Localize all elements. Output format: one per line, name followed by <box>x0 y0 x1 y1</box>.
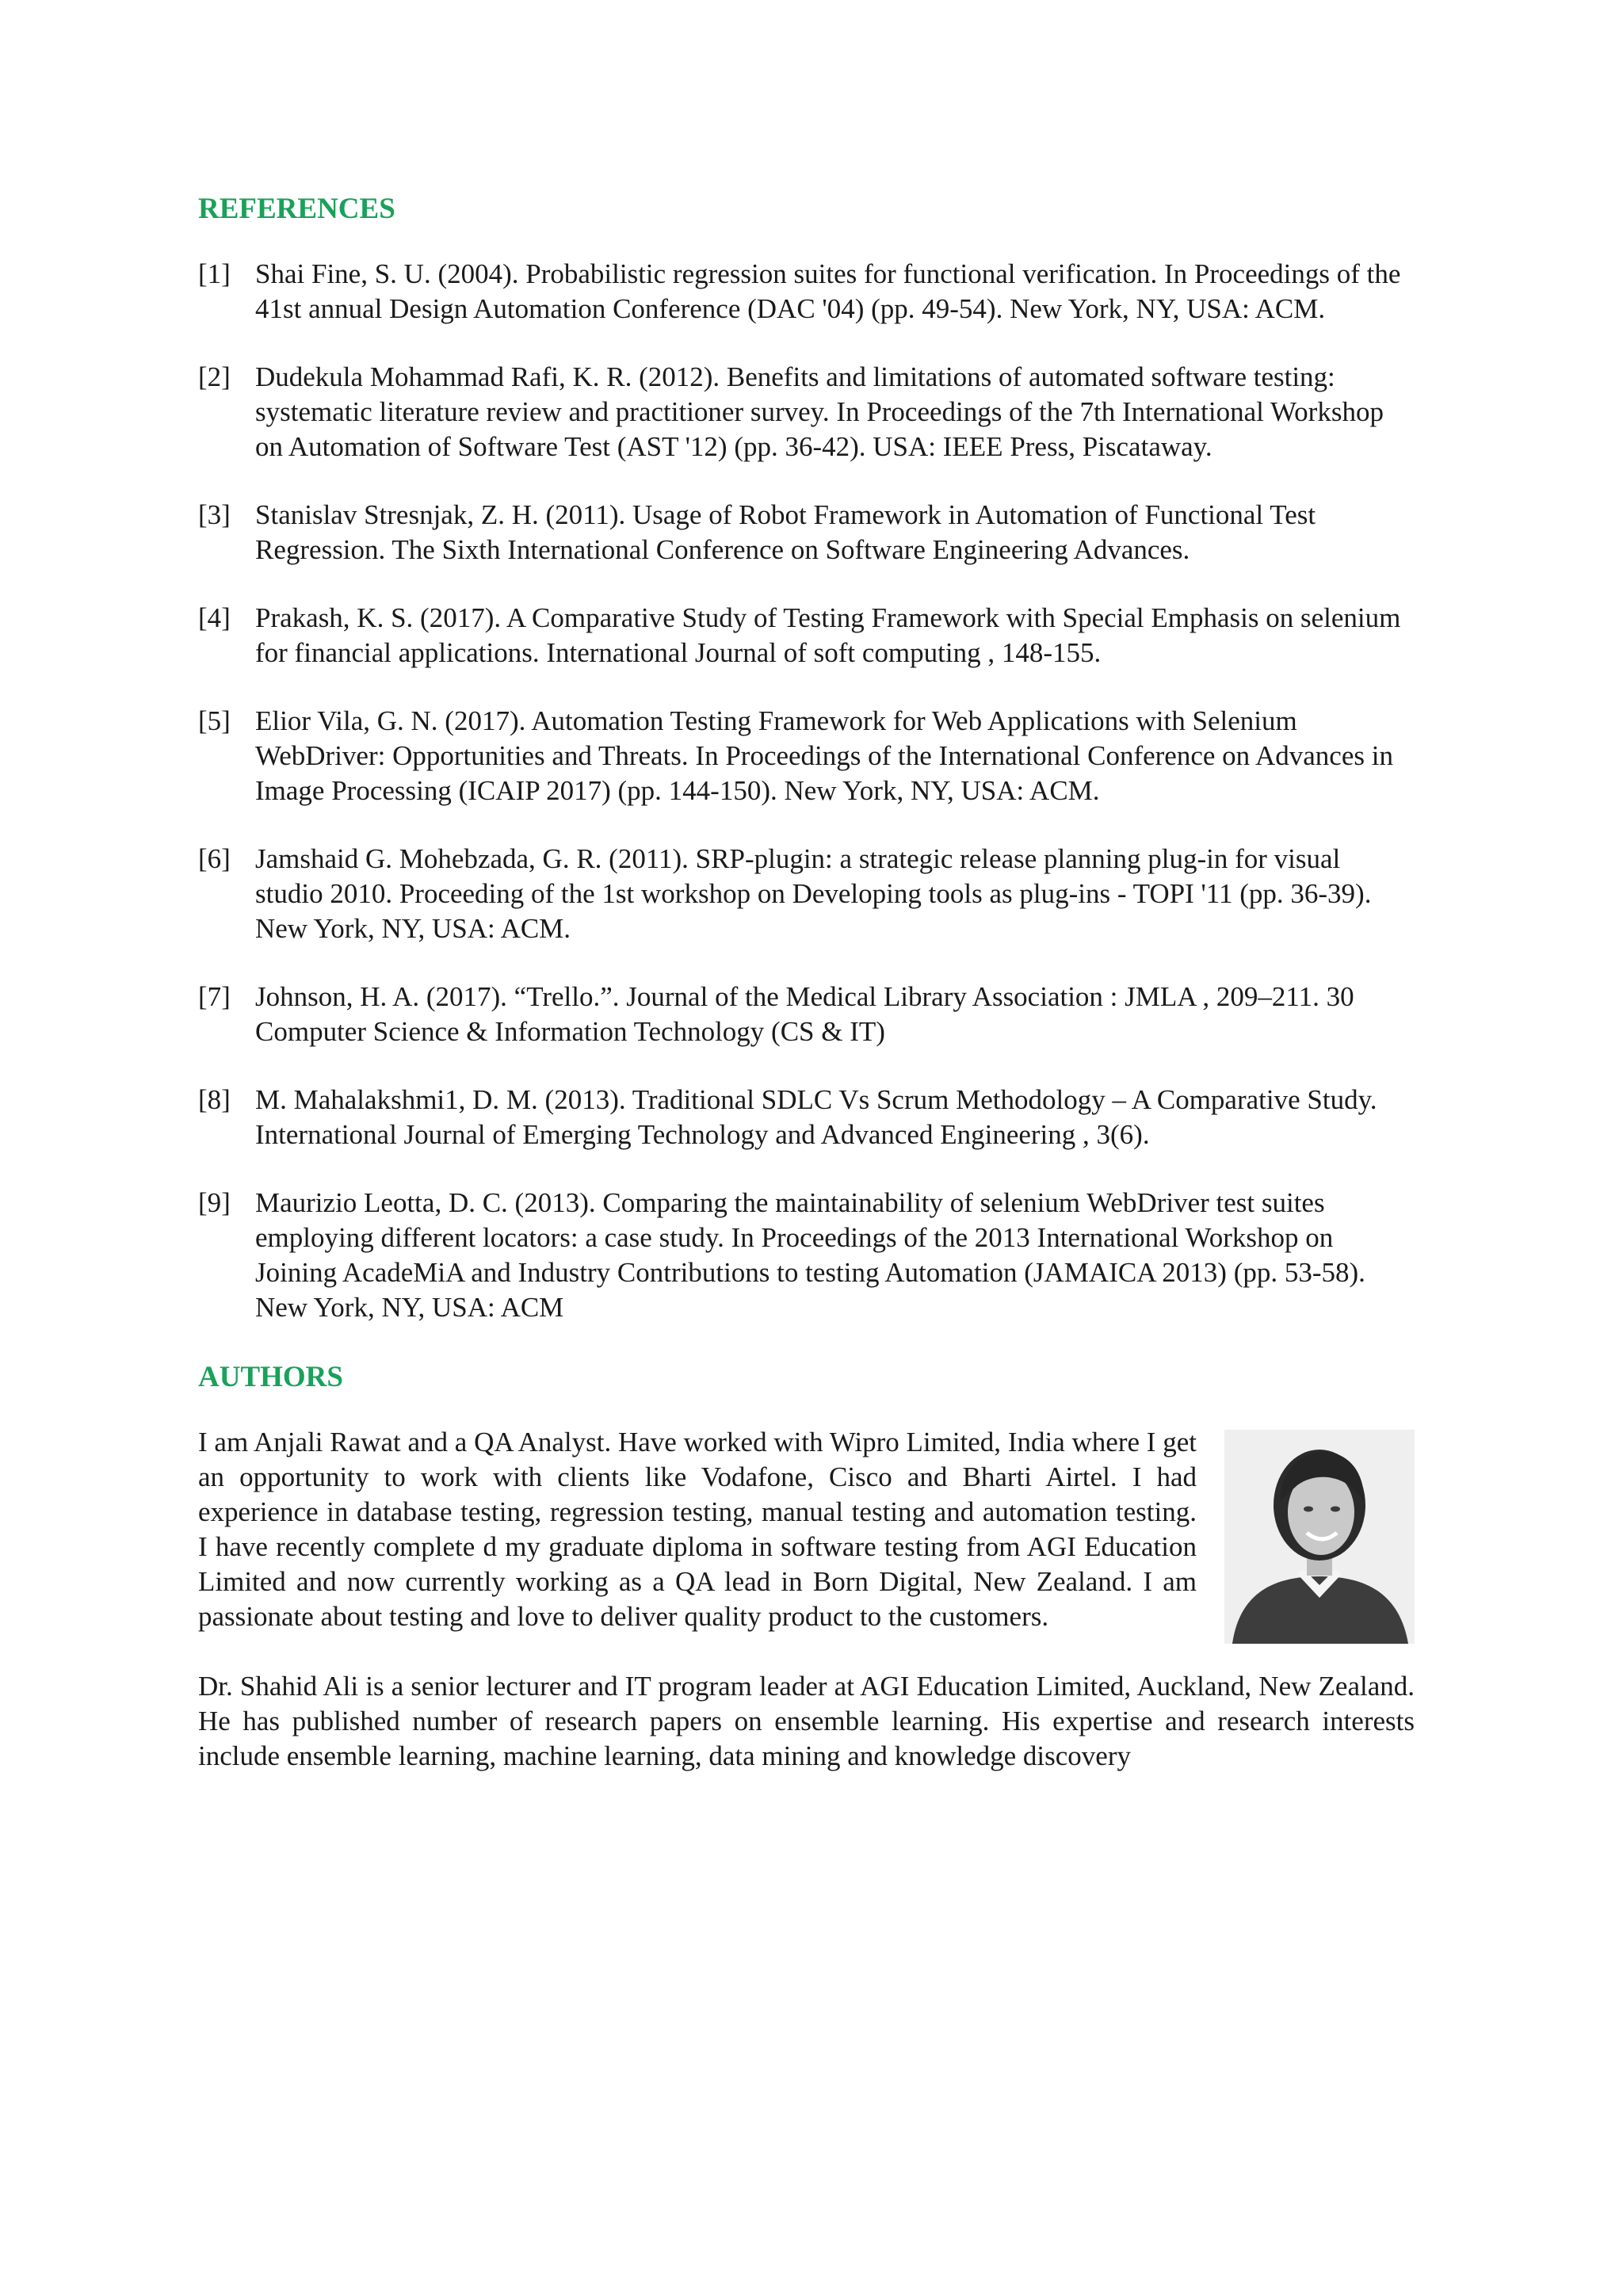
reference-number: [6] <box>198 843 231 874</box>
reference-number: [8] <box>198 1084 231 1115</box>
author-bio-2: Dr. Shahid Ali is a senior lecturer and IT program leader at AGI Education Limited, Auckland, New Zealand. He has published number of research papers on ensemble learning. His expertise and research interests include ensemble learning, machine learning, data mining and knowledge discovery <box>198 1671 1415 1771</box>
reference-number: [3] <box>198 499 231 530</box>
reference-item <box>198 842 1415 946</box>
reference-list <box>198 257 1415 1325</box>
reference-number: [4] <box>198 602 231 633</box>
reference-text: Maurizio Leotta, D. C. (2013). Comparing the maintainability of selenium WebDriver test suites employing different locators: a case study. In Proceedings of the 2013 International Workshop on Joining AcadeMiA and Industry Contributions to testing Automation (JAMAICA 2013) (pp. 53-58). New York, NY, USA: ACM <box>255 1187 1365 1323</box>
reference-text: Jamshaid G. Mohebzada, G. R. (2011). SRP-plugin: a strategic release planning plug-in for visual studio 2010. Proceeding of the 1st workshop on Developing tools as plug-ins - TOPI '11 (pp. 36-39). New York, NY, USA: ACM. <box>255 843 1372 944</box>
reference-number: [2] <box>198 361 231 392</box>
reference-text: Dudekula Mohammad Rafi, K. R. (2012). Benefits and limitations of automated software testing: systematic literature review and practitioner survey. In Proceedings of the 7th International Workshop on Automation of Software Test (AST '12) (pp. 36-42). USA: IEEE Press, Piscataway. <box>255 361 1384 462</box>
reference-text: Prakash, K. S. (2017). A Comparative Study of Testing Framework with Special Emphasis on selenium for financial applications. International Journal of soft computing , 148-155. <box>255 602 1401 668</box>
reference-item <box>198 980 1415 1049</box>
reference-item <box>198 1186 1415 1325</box>
reference-item <box>198 257 1415 327</box>
reference-text: Elior Vila, G. N. (2017). Automation Testing Framework for Web Applications with Selenium WebDriver: Opportunities and Threats. In Proceedings of the International Conference on Advances in Image Processing (ICAIP 2017) (pp. 144-150). New York, NY, USA: ACM. <box>255 705 1393 806</box>
reference-item <box>198 704 1415 808</box>
page-content <box>198 190 1415 1774</box>
reference-item <box>198 1083 1415 1152</box>
author-photo <box>1224 1430 1415 1644</box>
reference-number: [7] <box>198 981 231 1012</box>
reference-item <box>198 360 1415 464</box>
reference-item <box>198 601 1415 670</box>
reference-item <box>198 498 1415 567</box>
reference-text: Johnson, H. A. (2017). “Trello.”. Journal of the Medical Library Association : JMLA , 209–211. 30 Computer Science & Information Technology (CS & IT) <box>255 981 1354 1047</box>
reference-text: M. Mahalakshmi1, D. M. (2013). Traditional SDLC Vs Scrum Methodology – A Comparative Study. International Journal of Emerging Technology and Advanced Engineering , 3(6). <box>255 1084 1377 1150</box>
author-portrait-image <box>1224 1430 1415 1644</box>
reference-number: [5] <box>198 705 231 736</box>
reference-number: [9] <box>198 1187 231 1218</box>
author-bio-1: I am Anjali Rawat and a QA Analyst. Have worked with Wipro Limited, India where I get an opportunity to work with clients like Vodafone, Cisco and Bharti Airtel. I had experience in database testing, regression testing, manual testing and automation testing. I have recently complete d my graduate diploma in software testing from AGI Education Limited and now currently working as a QA lead in Born Digital, New Zealand. I am passionate about testing and love to deliver quality product to the customers. <box>198 1427 1197 1632</box>
reference-number: [1] <box>198 258 231 289</box>
reference-text: Stanislav Stresnjak, Z. H. (2011). Usage of Robot Framework in Automation of Functional Test Regression. The Sixth International Conference on Software Engineering Advances. <box>255 499 1316 565</box>
reference-text: Shai Fine, S. U. (2004). Probabilistic regression suites for functional verification. In Proceedings of the 41st annual Design Automation Conference (DAC '04) (pp. 49-54). New York, NY, USA: ACM. <box>255 258 1401 324</box>
references-heading: REFERENCES <box>198 193 395 225</box>
authors-heading: AUTHORS <box>198 1361 343 1393</box>
